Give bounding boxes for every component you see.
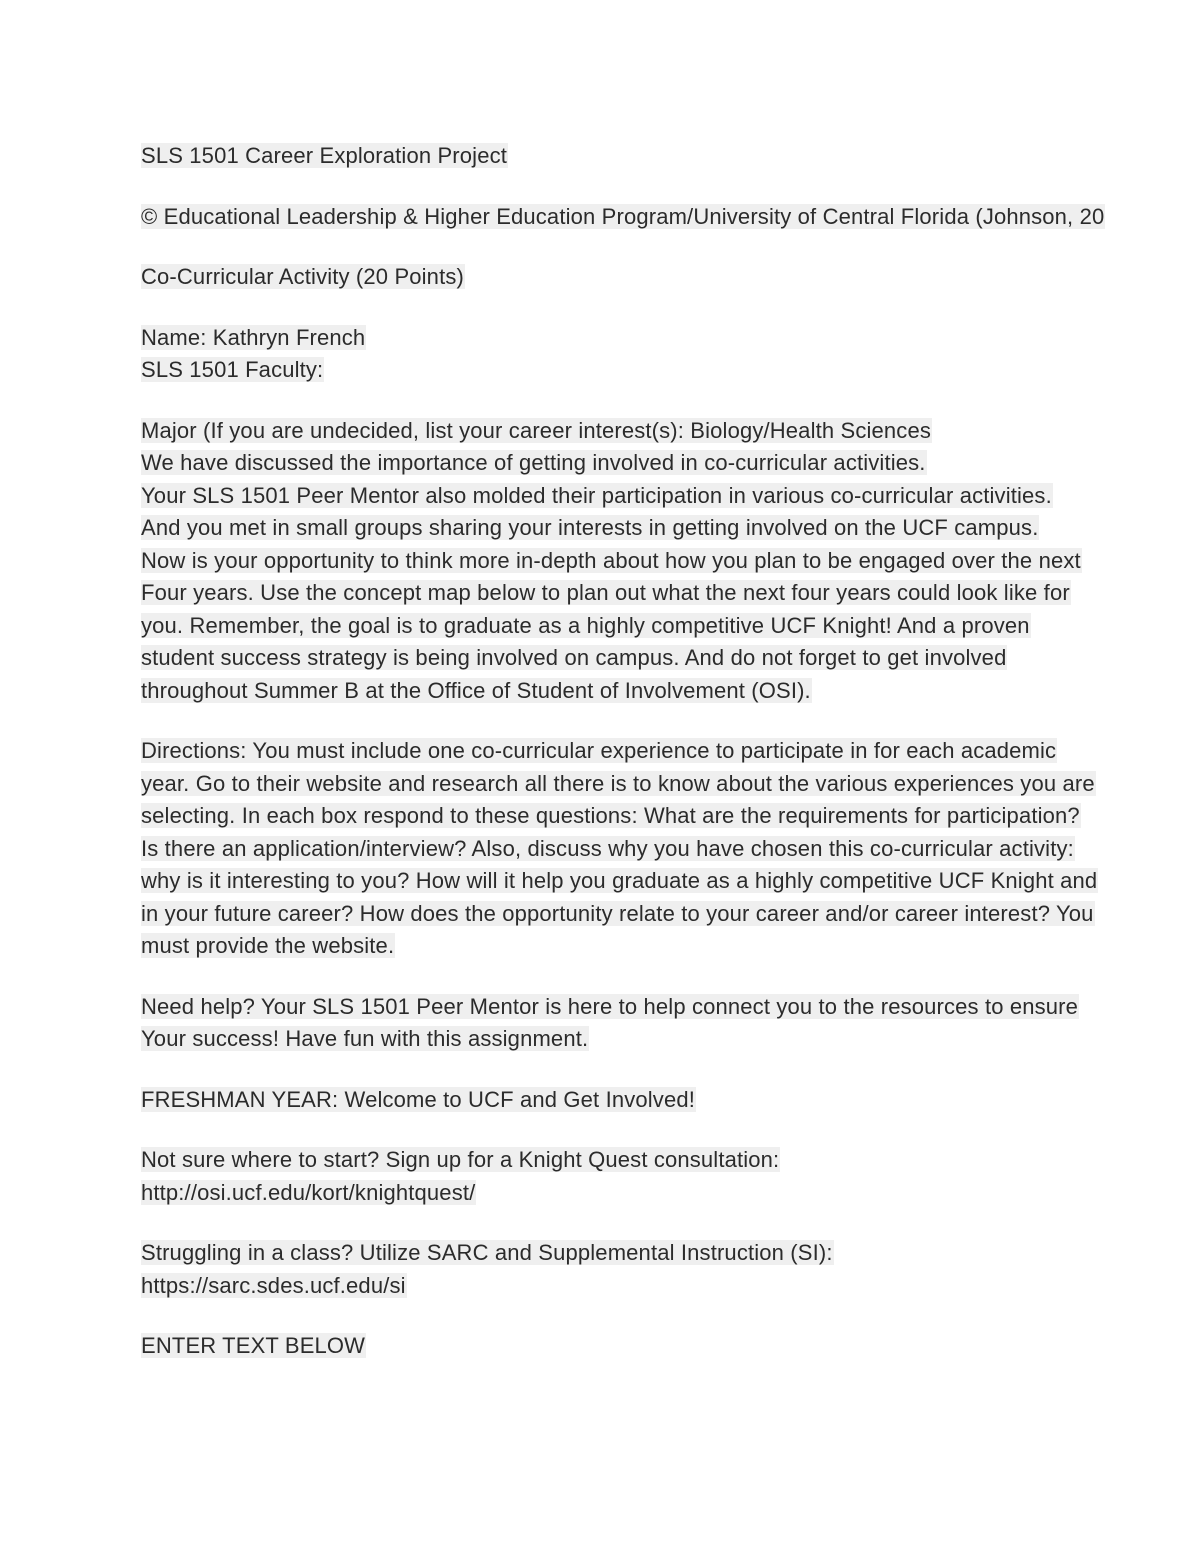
- paragraph-line: Your SLS 1501 Peer Mentor also molded their participation in various co-curricular activities.: [141, 482, 1052, 508]
- paragraph-line: why is it interesting to you? How will it help you graduate as a highly competitive UCF Knight and: [141, 868, 1098, 893]
- paragraph-line: Directions: You must include one co-curricular experience to participate in for each academic: [141, 738, 1057, 763]
- paragraph-line: Major (If you are undecided, list your career interest(s): Biology/Health Sciences: [141, 417, 931, 443]
- paragraph-line: selecting. In each box respond to these questions: What are the requirements for participation?: [141, 803, 1080, 828]
- help-paragraph: [141, 991, 1200, 1056]
- intro-paragraph: [141, 415, 1200, 708]
- paragraph-line: Four years. Use the concept map below to plan out what the next four years could look like for: [141, 580, 1070, 605]
- knight-quest-text: Not sure where to start? Sign up for a Knight Quest consultation:: [141, 1147, 780, 1172]
- directions-paragraph: [141, 735, 1200, 963]
- enter-text-label: ENTER TEXT BELOW: [141, 1333, 366, 1358]
- name-field-line[interactable]: Name: Kathryn French: [141, 324, 366, 350]
- sarc-text: Struggling in a class? Utilize SARC and Supplemental Instruction (SI):: [141, 1240, 833, 1265]
- knight-quest-link[interactable]: http://osi.ucf.edu/kort/knightquest/: [141, 1179, 476, 1205]
- paragraph-line: throughout Summer B at the Office of Student of Involvement (OSI).: [141, 677, 811, 703]
- paragraph-line: must provide the website.: [141, 933, 395, 958]
- document-title: SLS 1501 Career Exploration Project: [141, 143, 508, 168]
- document-page: [141, 140, 1200, 1363]
- faculty-field-line[interactable]: SLS 1501 Faculty:: [141, 357, 324, 382]
- paragraph-line: you. Remember, the goal is to graduate as a highly competitive UCF Knight! And a proven: [141, 612, 1030, 638]
- paragraph-line: Your success! Have fun with this assignment.: [141, 1026, 589, 1051]
- paragraph-line: year. Go to their website and research all there is to know about the various experiences you are: [141, 770, 1095, 796]
- paragraph-line: Need help? Your SLS 1501 Peer Mentor is here to help connect you to the resources to ensure: [141, 993, 1079, 1019]
- paragraph-line: Now is your opportunity to think more in-depth about how you plan to be engaged over the next: [141, 547, 1081, 573]
- paragraph-line: We have discussed the importance of getting involved in co-curricular activities.: [141, 450, 926, 475]
- copyright-line: © Educational Leadership & Higher Education Program/University of Central Florida (Johnson, 20: [141, 203, 1105, 229]
- activity-heading: Co-Curricular Activity (20 Points): [141, 264, 464, 289]
- sarc-link[interactable]: https://sarc.sdes.ucf.edu/si: [141, 1272, 406, 1298]
- freshman-year-heading: FRESHMAN YEAR: Welcome to UCF and Get Involved!: [141, 1086, 695, 1112]
- paragraph-line: in your future career? How does the opportunity relate to your career and/or career interest? You: [141, 900, 1094, 926]
- paragraph-line: student success strategy is being involved on campus. And do not forget to get involved: [141, 645, 1007, 670]
- paragraph-line: Is there an application/interview? Also, discuss why you have chosen this co-curricular activity:: [141, 835, 1074, 861]
- paragraph-line: And you met in small groups sharing your interests in getting involved on the UCF campus.: [141, 515, 1039, 540]
